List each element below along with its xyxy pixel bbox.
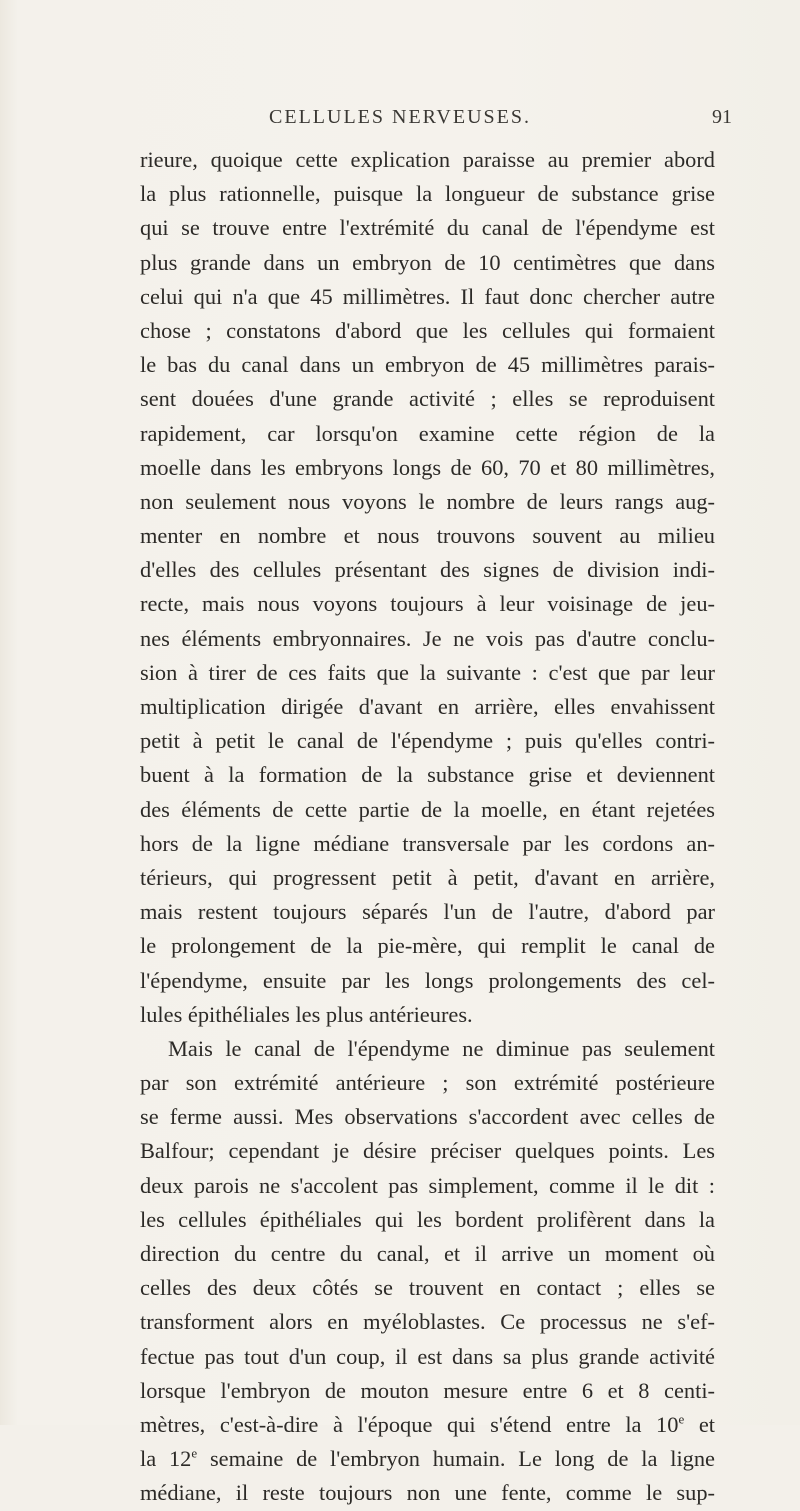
text-line: celui qui n'a que 45 millimètres. Il faut donc chercher autre — [140, 283, 715, 309]
page-header — [0, 106, 800, 136]
line-text-tail: semaine de l'embryon humain. Le long de la ligne — [197, 1446, 715, 1472]
text-line: la plus rationnelle, puisque la longueur de substance grise — [140, 181, 715, 207]
text-line: transforment alors en myéloblastes. Ce processus ne s'ef- — [140, 1309, 715, 1335]
text-line: petit à petit le canal de l'épendyme ; puis qu'elles contri- — [140, 728, 715, 754]
ordinal-superscript: e — [191, 1445, 198, 1461]
text-line-with-superscript — [140, 1442, 715, 1476]
line-text: la 12 — [140, 1446, 192, 1472]
text-line: celles des deux côtés se trouvent en contact ; elles se — [140, 1275, 715, 1301]
text-line: recte, mais nous voyons toujours à leur voisinage de jeu- — [140, 591, 715, 617]
paragraph-start-line: Mais le canal de l'épendyme ne diminue pas seulement — [168, 1035, 715, 1061]
paragraph-end-line: lules épithéliales les plus antérieures. — [140, 1001, 473, 1027]
text-line: les cellules épithéliales qui les bordent prolifèrent dans la — [140, 1206, 715, 1232]
text-line: térieurs, qui progressent petit à petit, d'avant en arrière, — [140, 864, 715, 890]
ordinal-superscript: e — [678, 1411, 685, 1427]
text-line: se ferme aussi. Mes observations s'accordent avec celles de — [140, 1104, 715, 1130]
running-title: CELLULES NERVEUSES. — [269, 106, 531, 128]
text-line: menter en nombre et nous trouvons souvent au milieu — [140, 523, 715, 549]
page-number: 91 — [712, 106, 732, 128]
text-line-with-superscript — [140, 1408, 715, 1442]
text-line: buent à la formation de la substance grise et deviennent — [140, 762, 715, 788]
body-text — [140, 143, 715, 1511]
text-line: hors de la ligne médiane transversale par les cordons an- — [140, 830, 715, 856]
text-line: sent douées d'une grande activité ; elles se reproduisent — [140, 386, 715, 412]
text-line: deux parois ne s'accolent pas simplement, comme il le dit : — [140, 1172, 715, 1198]
text-line: multiplication dirigée d'avant en arrière, elles envahissent — [140, 694, 715, 719]
text-line: le bas du canal dans un embryon de 45 millimètres parais- — [140, 352, 715, 378]
line-text: mètres, c'est-à-dire à l'époque qui s'étend entre la 10 — [140, 1411, 679, 1437]
text-line: médiane, il reste toujours non une fente, comme le sup- — [140, 1480, 715, 1506]
text-line: direction du centre du canal, et il arrive un moment où — [140, 1241, 715, 1266]
text-line: nes éléments embryonnaires. Je ne vois pas d'autre conclu- — [140, 625, 715, 651]
text-line: par son extrémité antérieure ; son extrémité postérieure — [140, 1070, 715, 1096]
text-line: Balfour; cependant je désire préciser quelques points. Les — [140, 1138, 715, 1164]
text-line: le prolongement de la pie-mère, qui remplit le canal de — [140, 933, 715, 959]
text-line: des éléments de cette partie de la moelle, en étant rejetées — [140, 796, 715, 822]
text-line: rieure, quoique cette explication paraisse au premier abord — [140, 147, 715, 172]
text-line: d'elles des cellules présentant des signes de division indi- — [140, 557, 715, 583]
line-text-tail: et — [684, 1411, 715, 1437]
text-line: qui se trouve entre l'extrémité du canal de l'épendyme est — [140, 215, 715, 241]
text-line: non seulement nous voyons le nombre de leurs rangs aug- — [140, 488, 715, 514]
text-line: moelle dans les embryons longs de 60, 70 et 80 millimètres, — [140, 454, 715, 480]
text-line: chose ; constatons d'abord que les cellules qui formaient — [140, 317, 715, 343]
text-line: mais restent toujours séparés l'un de l'autre, d'abord par — [140, 899, 715, 925]
text-line: plus grande dans un embryon de 10 centimètres que dans — [140, 249, 715, 275]
text-line: rapidement, car lorsqu'on examine cette région de la — [140, 420, 715, 446]
text-line: lorsque l'embryon de mouton mesure entre 6 et 8 centi- — [140, 1377, 715, 1403]
text-line: l'épendyme, ensuite par les longs prolongements des cel- — [140, 967, 715, 993]
text-line: sion à tirer de ces faits que la suivante : c'est que par leur — [140, 659, 715, 685]
text-line: fectue pas tout d'un coup, il est dans sa plus grande activité — [140, 1343, 715, 1369]
